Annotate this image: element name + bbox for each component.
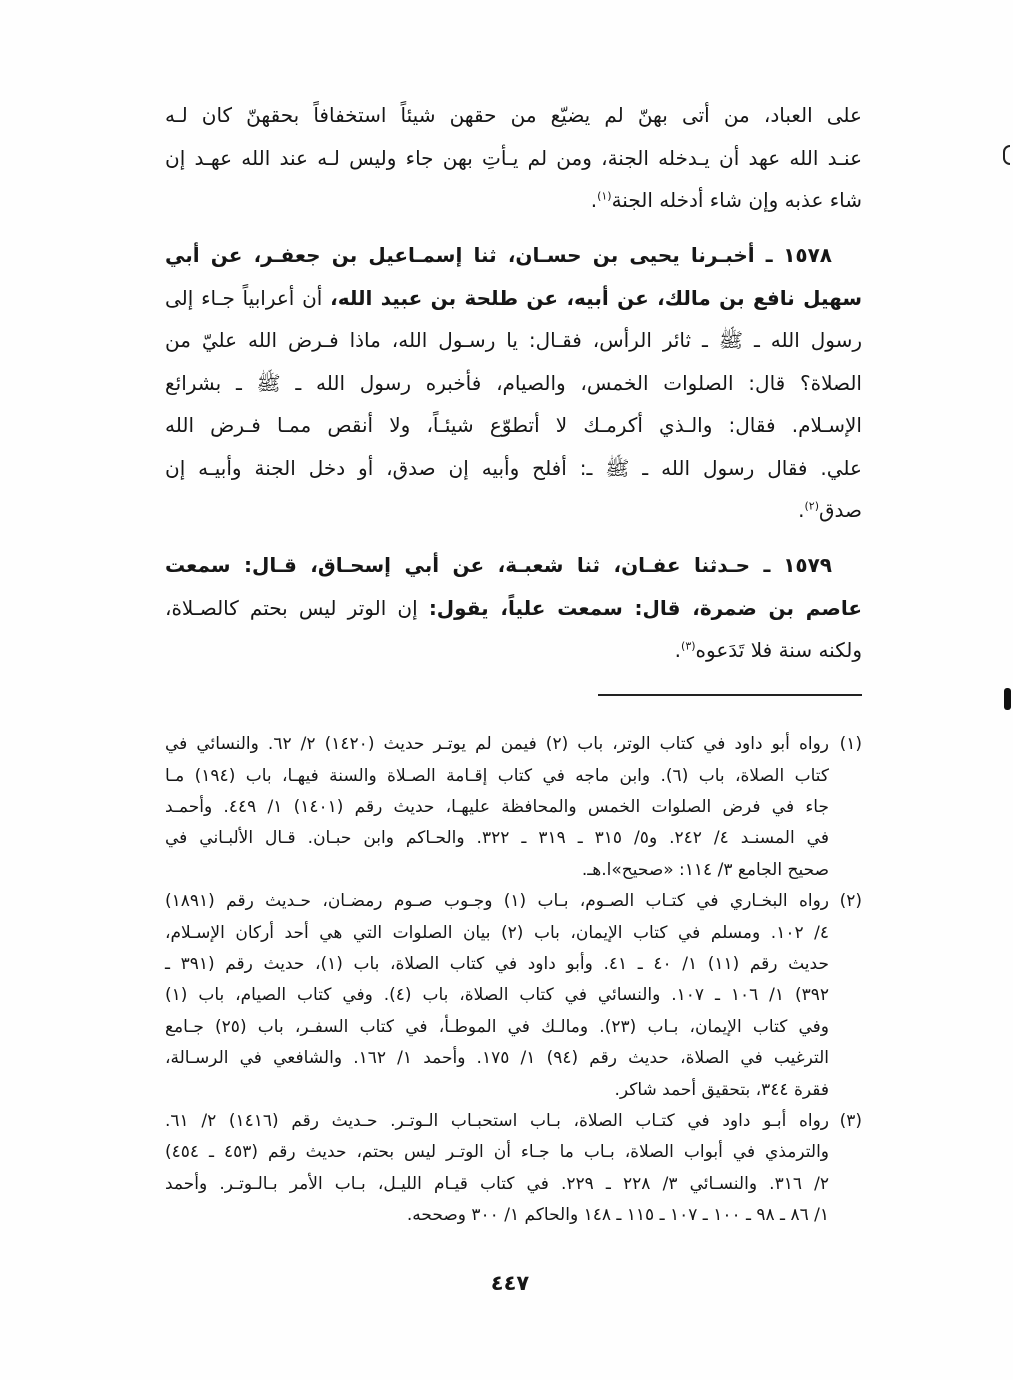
hadith-1579 bbox=[165, 544, 862, 672]
page-number: ٤٤٧ bbox=[490, 1271, 530, 1295]
footnote-3 bbox=[165, 1106, 862, 1232]
footnote-ref: (١) bbox=[597, 189, 612, 203]
footnotes bbox=[165, 729, 862, 1231]
line-text: شاء عذبه وإن شاء أدخله الجنة bbox=[611, 188, 862, 212]
text-line: رسول الله ـ ﷺ ـ ثائر الرأس، فقـال: يا رسـول الله، ماذا فـرض الله عليّ من bbox=[165, 328, 862, 353]
isnad-text: ـ أخبـرنا يحيى بن حسـان، ثنا إسمـاعيل بن جعفـر، عن أبي bbox=[165, 243, 773, 268]
footnote-2 bbox=[165, 886, 862, 1106]
text-line: الصلاة؟ قال: الصلوات الخمس، والصيام، فأخبره رسول الله ـ ﷺ ـ بشرائع bbox=[165, 370, 862, 395]
main-text bbox=[165, 94, 862, 672]
line-end: . bbox=[798, 498, 805, 523]
text-line: علي. فقال رسول الله ـ ﷺ ـ: أفلح وأبيه إن صدق، أو دخل الجنة وأبيـه إن bbox=[165, 455, 862, 480]
line-end: . bbox=[674, 638, 682, 663]
footnote-1 bbox=[165, 729, 862, 886]
scan-mark-bracket bbox=[1003, 145, 1010, 165]
isnad-text: عاصم بن ضمرة، قال: سمعت علياً، يقول: bbox=[428, 595, 862, 620]
footnote-line: ٣٩٢) ١/ ١٠٦ ـ ١٠٧. والنسائي في كتاب الصلاة، باب (٤). وفي كتاب الصيام، باب (١) bbox=[165, 985, 829, 1006]
footnote-line: جاء في فرض الصلوات الخمس والمحافظة عليهـا، حديث رقم (١٤٠١) ١/ ٤٤٩. وأحمـد bbox=[165, 797, 829, 818]
text-line: الإسـلام. فقال: والـذي أكرمـك لا أتطوّع شيئـاً، ولا أنقص ممـا فـرض الله bbox=[165, 413, 862, 438]
isnad-text: ـ حـدثنا عفـان، ثنا شعبـة، عن أبي إسحـاق، قـال: سمعت bbox=[165, 553, 771, 578]
matn-text: أن أعرابياً جـاء إلى bbox=[165, 285, 323, 310]
footnote-line: الترغيب في الصلاة، حديث رقم (٩٤) ١/ ١٧٥. وأحمد ١/ ١٦٢. والشافعي في الرسـالة، bbox=[165, 1048, 829, 1069]
footnote-line: كتاب الصلاة، باب (٦). وابن ماجه في كتاب إقـامة الصـلاة والسنة فيهـا، باب (١٩٤) مـا bbox=[165, 765, 829, 786]
footnote-line: ٢/ ٣١٦. والنسـائي ٣/ ٢٢٨ ـ ٢٢٩. في كتاب قيـام الليـل، بـاب الأمر بـالـوتـر. وأحمد bbox=[165, 1173, 829, 1194]
footnote-line: رواه أبـو داود في كتـاب الصلاة، بـاب استحبـاب الـوتـر. حـديث رقم (١٤١٦) ٢/ ٦١. bbox=[165, 1110, 829, 1131]
footnote-ref: (٢) bbox=[804, 499, 819, 513]
hadith-number: ١٥٧٩ bbox=[783, 553, 833, 578]
footnote-line: ١/ ٨٦ ـ ٩٨ ـ ١٠٠ ـ ١٠٧ ـ ١١٥ ـ ١٤٨ والحاكم ١/ ٣٠٠ وصححه. bbox=[406, 1205, 829, 1226]
footnote-line: وفي كتاب الإيمان، بـاب (٢٣). ومالـك في الموطـأ، في كتاب السفـر، باب (٢٥) جـامع bbox=[165, 1016, 829, 1037]
footnote-marker: (٣) bbox=[839, 1110, 862, 1131]
matn-text: إن الوتر ليس بحتم كالصـلاة، bbox=[165, 595, 418, 620]
footnote-marker: (٢) bbox=[839, 891, 862, 912]
footnote-line: رواه أبو داود في كتاب الوتر، باب (٢) فيمن لم يوتـر حديث (١٤٢٠) ٢/ ٦٢. والنسائي في bbox=[165, 734, 829, 755]
footnote-line: حديث رقم (١١) ١/ ٤٠ ـ ٤١. وأبو داود في كتاب الصلاة، باب (١)، حديث رقم (٣٩١ ـ bbox=[165, 954, 829, 975]
footnote-marker: (١) bbox=[839, 734, 862, 755]
footnote-line: ٤/ ١٠٢. ومسلم في كتاب الإيمان، باب (٢) بيان الصلوات التي هي أحد أركان الإسـلام، bbox=[165, 922, 829, 943]
footnote-line: في المسنـد ٤/ ٢٤٢. و٥/ ٣١٥ ـ ٣١٩ ـ ٣٢٢. والحـاكم وابن حبـان. قـال الألبـاني في bbox=[165, 828, 829, 849]
text-line bbox=[165, 179, 862, 222]
line-text: صدق bbox=[819, 498, 862, 523]
footnote-line: والترمذي في أبواب الصلاة، بـاب ما جـاء أن الوتـر ليس بحتم، حديث رقم (٤٥٣ ـ ٤٥٤) bbox=[165, 1142, 830, 1163]
isnad-text: سهيل نافع بن مالك، عن أبيه، عن طلحة بن عبيد الله، bbox=[330, 285, 862, 310]
footnote-line: فقرة ٣٤٤، بتحقيق أحمد شاكر. bbox=[614, 1079, 829, 1100]
hadith-number: ١٥٧٨ bbox=[783, 243, 833, 268]
line-end: . bbox=[590, 188, 598, 212]
text-line bbox=[165, 234, 862, 277]
hadith-1578 bbox=[165, 234, 862, 532]
text-line bbox=[165, 489, 862, 532]
footnote-separator bbox=[598, 694, 862, 696]
line-text: ولكنه سنة فلا تَدَعوه bbox=[695, 638, 862, 663]
text-line bbox=[165, 544, 862, 587]
footnote-line: رواه البخـاري في كتـاب الصـوم، بـاب (١) وجـوب صـوم رمضـان، حـديث رقم (١٨٩١) bbox=[165, 891, 829, 912]
text-line bbox=[165, 629, 862, 672]
text-line bbox=[165, 277, 862, 320]
text-line bbox=[165, 587, 862, 630]
text-line: على العباد، من أتى بهنّ لم يضيّع من حقهن شيئاً استخفافاً بحقهنّ كان لـه bbox=[165, 103, 862, 127]
footnote-line: صحيح الجامع ٣/ ١١٤: «صحيح»ا.هـ. bbox=[581, 859, 829, 880]
scan-mark-dot bbox=[1004, 688, 1011, 710]
text-line: عنـد الله عهد أن يـدخله الجنة، ومن لم يـأتِ بهن جاء وليس لـه عند الله عهـد إن bbox=[165, 145, 862, 170]
paragraph-continuation bbox=[165, 94, 862, 222]
footnote-ref: (٣) bbox=[681, 639, 696, 653]
